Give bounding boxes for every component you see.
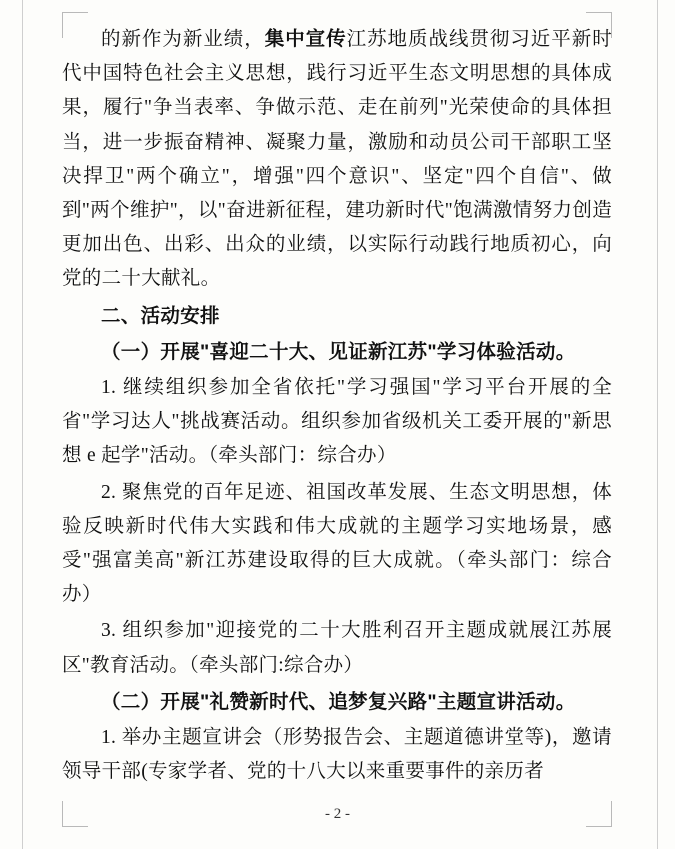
- section-heading-activities: 二、活动安排: [101, 304, 220, 327]
- list-item-1-2: 2. 聚焦党的百年足迹、祖国改革发展、生态文明思想，体验反映新时代伟大实践和伟大成就的主题学习实地场景，感受"强富美高"新江苏建设取得的巨大成就。（牵头部门：综合办）: [62, 481, 612, 606]
- text-run-plain: 的新作为新业绩，: [101, 29, 265, 50]
- page-number-footer: - 2 -: [325, 806, 350, 822]
- crop-mark-bottom-left-h: [62, 826, 88, 827]
- list-item-1-1: 1. 继续组织参加全省依托"学习强国"学习平台开展的全省"学习达人"挑战赛活动。组织参加省级机关工委开展的"新思想 e 起学"活动。（牵头部门：综合办）: [62, 377, 612, 467]
- subsection-heading-2: （二）开展"礼赞新时代、追梦复兴路"主题宣讲活动。: [101, 690, 576, 713]
- paragraph-opening: [62, 22, 612, 297]
- subsection-heading-1: （一）开展"喜迎二十大、见证新江苏"学习体验活动。: [101, 340, 576, 363]
- list-item-1-3: 3. 组织参加"迎接党的二十大胜利召开主题成就展江苏展区"教育活动。（牵头部门:综合办）: [62, 620, 612, 676]
- text-run-plain-2: 江苏地质战线贯彻习近平新时代中国特色社会主义思想，践行习近平生态文明思想的具体成果，履行"争当表率、争做示范、走在前列"光荣使命的具体担当，进一步振奋精神、凝聚力量，激励和动员公司干部职工坚决捍卫"两个确立"，增强"四个意识"、坚定"四个自信"、做到"两个维护"，以"奋进新征程，建功新时代"饱满激情努力创造更加出色、出彩、出众的业绩，以实际行动践行地质初心，向党的二十大献礼。: [62, 29, 613, 290]
- crop-mark-top-right-h: [586, 12, 612, 13]
- document-body: [62, 22, 612, 792]
- text-run-bold-emphasis: 集中宣传: [264, 28, 347, 50]
- list-item-2-1: 1. 举办主题宣讲会（形势报告会、主题道德讲堂等)，邀请领导干部(专家学者、党的十八大以来重要事件的亲历者: [62, 727, 612, 783]
- crop-mark-top-left-h: [62, 12, 88, 13]
- crop-mark-bottom-right-h: [586, 826, 612, 827]
